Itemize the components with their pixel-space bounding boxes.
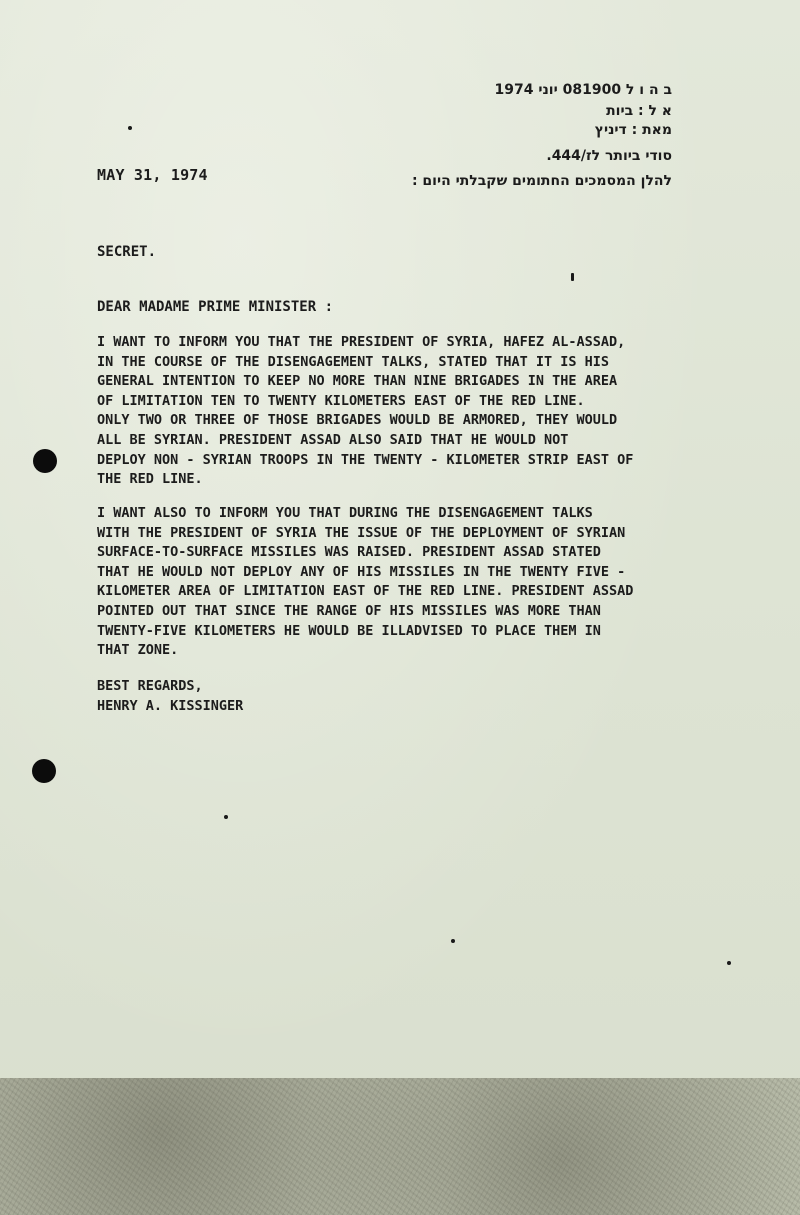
signature-name: HENRY A. KISSINGER xyxy=(97,697,244,714)
cable-date-line: ב ה ו ל 081900 יוני 1974 xyxy=(494,82,672,98)
paragraph-syria-missiles xyxy=(97,504,757,661)
text-line: KILOMETER AREA OF LIMITATION EAST OF THE RED LINE. PRESIDENT ASSAD xyxy=(97,583,634,600)
text-line: THAT HE WOULD NOT DEPLOY ANY OF HIS MISSILES IN THE TWENTY FIVE - xyxy=(97,563,626,580)
scan-noise-strip xyxy=(0,1078,800,1215)
letter-date: MAY 31, 1974 xyxy=(97,166,208,184)
text-line: POINTED OUT THAT SINCE THE RANGE OF HIS MISSILES WAS MORE THAN xyxy=(97,602,601,619)
ink-speck xyxy=(571,273,574,281)
text-line: I WANT ALSO TO INFORM YOU THAT DURING THE DISENGAGEMENT TALKS xyxy=(97,505,593,521)
ink-speck xyxy=(128,126,132,130)
text-line: I WANT TO INFORM YOU THAT THE PRESIDENT OF SYRIA, HAFEZ AL-ASSAD, xyxy=(97,334,626,350)
paragraph-syria-brigades xyxy=(97,333,757,490)
ink-speck xyxy=(224,815,228,819)
text-line: TWENTY-FIVE KILOMETERS HE WOULD BE ILLADVISED TO PLACE THEM IN xyxy=(97,622,601,639)
text-line: SURFACE-TO-SURFACE MISSILES WAS RAISED. PRESIDENT ASSAD STATED xyxy=(97,544,601,561)
ink-speck xyxy=(451,939,455,943)
letter-closing xyxy=(97,677,243,716)
text-line: GENERAL INTENTION TO KEEP NO MORE THAN NINE BRIGADES IN THE AREA xyxy=(97,373,618,390)
text-line: WITH THE PRESIDENT OF SYRIA THE ISSUE OF THE DEPLOYMENT OF SYRIAN xyxy=(97,524,626,541)
punch-hole xyxy=(32,759,56,783)
text-line: THE RED LINE. xyxy=(97,471,203,488)
punch-hole xyxy=(33,449,57,473)
salutation: DEAR MADAME PRIME MINISTER : xyxy=(97,299,334,315)
text-line: ALL BE SYRIAN. PRESIDENT ASSAD ALSO SAID THAT HE WOULD NOT xyxy=(97,431,569,448)
classification-marking: SECRET. xyxy=(97,244,157,260)
ink-speck xyxy=(727,961,731,965)
cable-classification-line: סודי ביותר לז/444. xyxy=(546,148,672,164)
cable-to-line: א ל : ביות xyxy=(606,103,672,119)
cable-from-line: מאת : דיניץ xyxy=(594,122,672,138)
closing-regards: BEST REGARDS, xyxy=(97,678,203,694)
cable-intro-line: להלן המסמכים החתומים שקבלתי היום : xyxy=(411,173,672,189)
text-line: IN THE COURSE OF THE DISENGAGEMENT TALKS, STATED THAT IT IS HIS xyxy=(97,353,610,370)
text-line: THAT ZONE. xyxy=(97,642,179,659)
text-line: DEPLOY NON - SYRIAN TROOPS IN THE TWENTY - KILOMETER STRIP EAST OF xyxy=(97,451,634,468)
text-line: ONLY TWO OR THREE OF THOSE BRIGADES WOULD BE ARMORED, THEY WOULD xyxy=(97,412,618,429)
text-line: OF LIMITATION TEN TO TWENTY KILOMETERS EAST OF THE RED LINE. xyxy=(97,392,585,409)
